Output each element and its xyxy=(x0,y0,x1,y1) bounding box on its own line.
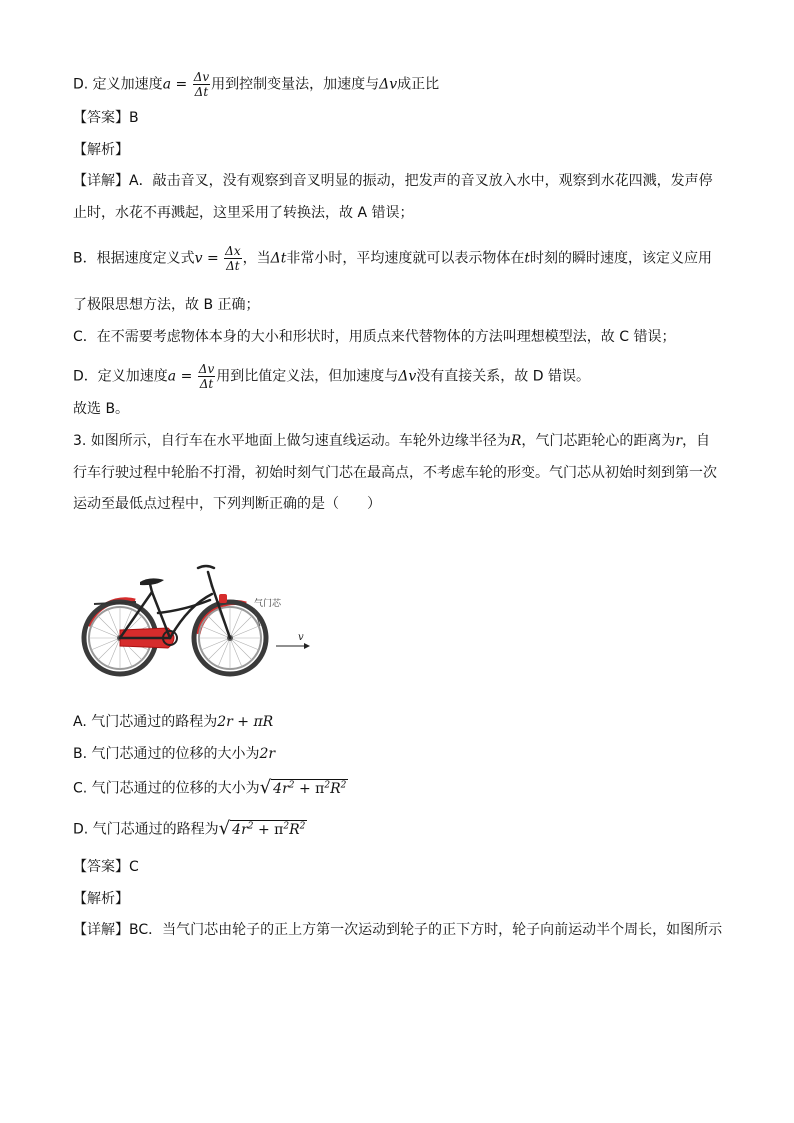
denominator: Δt xyxy=(199,377,214,391)
fraction-dx-dt xyxy=(224,244,241,273)
text: 成正比 xyxy=(397,76,440,93)
choose-line: 故选 B。 xyxy=(73,401,130,417)
symbol-r: r xyxy=(675,433,683,449)
text: D. 气门芯通过的路程为 xyxy=(73,821,219,838)
option-b xyxy=(73,744,275,764)
equals: = xyxy=(202,250,224,267)
question-3-line-3: 运动至最低点过程中，下列判断正确的是（ ） xyxy=(73,496,381,512)
question-3-line-2: 行车行驶过程中轮胎不打滑，初始时刻气门芯在最高点，不考虑车轮的形变。气门芯从初始时刻到第一次 xyxy=(73,465,717,481)
text: B．根据速度定义式 xyxy=(73,250,195,267)
numerator: Δx xyxy=(225,244,241,258)
detail-d-line xyxy=(73,362,590,391)
symbol-dv: Δv xyxy=(379,76,398,93)
expression: 2r xyxy=(259,746,276,762)
expression: 2r + πR xyxy=(217,714,274,730)
text: ，当 xyxy=(242,250,271,267)
sqrt-expression xyxy=(219,819,308,840)
text: A. 气门芯通过的路程为 xyxy=(73,714,218,730)
sqrt-sign: √ xyxy=(259,777,272,798)
text: 非常小时，平均速度就可以表示物体在 xyxy=(286,250,525,267)
option-d xyxy=(73,819,307,840)
answer-label-2: 【答案】C xyxy=(73,859,139,875)
bicycle-figure xyxy=(80,558,320,680)
symbol-R: R xyxy=(510,433,522,449)
text: ，气门芯距轮心的距离为 xyxy=(521,433,676,449)
fraction-dv-dt xyxy=(193,70,210,99)
denominator: Δt xyxy=(226,259,240,273)
answer-label-1: 【答案】B xyxy=(73,110,139,126)
symbol-dt: Δt xyxy=(270,250,287,267)
bicycle-frame xyxy=(120,566,230,638)
detail-a-line-1: 【详解】A．敲击音叉，没有观察到音叉明显的振动，把发声的音叉放入水中，观察到水花四溅，发声停 xyxy=(73,173,713,189)
text: 用到比值定义法，但加速度与 xyxy=(216,368,399,385)
symbol-a: a xyxy=(167,368,177,385)
detail-bc-line: 【详解】BC．当气门芯由轮子的正上方第一次运动到轮子的正下方时，轮子向前运动半个周长，如图所示 xyxy=(73,922,723,938)
sqrt-sign: √ xyxy=(218,818,231,839)
radicand: $4r^2 + \pi^2R^2$ xyxy=(232,821,306,838)
question-3-line-1 xyxy=(73,431,710,451)
equals: = xyxy=(176,368,197,385)
radicand: $4r^2 + \pi^2R^2$ xyxy=(273,780,347,797)
detail-c-line: C．在不需要考虑物体本身的大小和形状时，用质点来代替物体的方法叫理想模型法，故 C 错误； xyxy=(73,329,676,345)
text: C. 气门芯通过的位移的大小为 xyxy=(73,780,260,797)
detail-b-line-2: 了极限思想方法，故 B 正确； xyxy=(73,297,260,313)
numerator: Δv xyxy=(198,362,215,376)
fraction-dv-dt xyxy=(198,362,215,391)
text: 没有直接关系，故 D 错误。 xyxy=(416,368,590,385)
front-lamp xyxy=(219,594,227,603)
valve-label: 气门芯 xyxy=(254,599,282,609)
text: B. 气门芯通过的位移的大小为 xyxy=(73,746,260,762)
velocity-arrowhead xyxy=(304,643,310,649)
text: 3. 如图所示，自行车在水平地面上做匀速直线运动。车轮外边缘半径为 xyxy=(73,433,511,449)
text: 时刻的瞬时速度，该定义应用 xyxy=(530,250,712,267)
symbol-a: a xyxy=(162,76,172,93)
equals: = xyxy=(171,76,192,93)
option-a xyxy=(73,712,273,732)
detail-a-line-2: 止时，水花不再溅起，这里采用了转换法，故 A 错误； xyxy=(73,205,414,221)
text: ，自 xyxy=(682,433,711,449)
sqrt-expression xyxy=(260,778,349,799)
analysis-label-2: 【解析】 xyxy=(73,891,129,907)
option-c xyxy=(73,778,348,799)
denominator: Δt xyxy=(194,85,209,99)
velocity-label: v xyxy=(298,632,304,643)
analysis-label-1: 【解析】 xyxy=(73,142,129,158)
numerator: Δv xyxy=(193,70,210,84)
symbol-dv: Δv xyxy=(398,368,417,385)
seat xyxy=(140,578,164,585)
prev-option-d xyxy=(73,70,439,99)
detail-b-line-1 xyxy=(73,244,712,273)
symbol-t: t xyxy=(524,250,530,267)
text: D. 定义加速度 xyxy=(73,76,163,93)
symbol-v: v xyxy=(194,250,203,267)
text: 用到控制变量法，加速度与 xyxy=(211,76,380,93)
text: D．定义加速度 xyxy=(73,368,168,385)
